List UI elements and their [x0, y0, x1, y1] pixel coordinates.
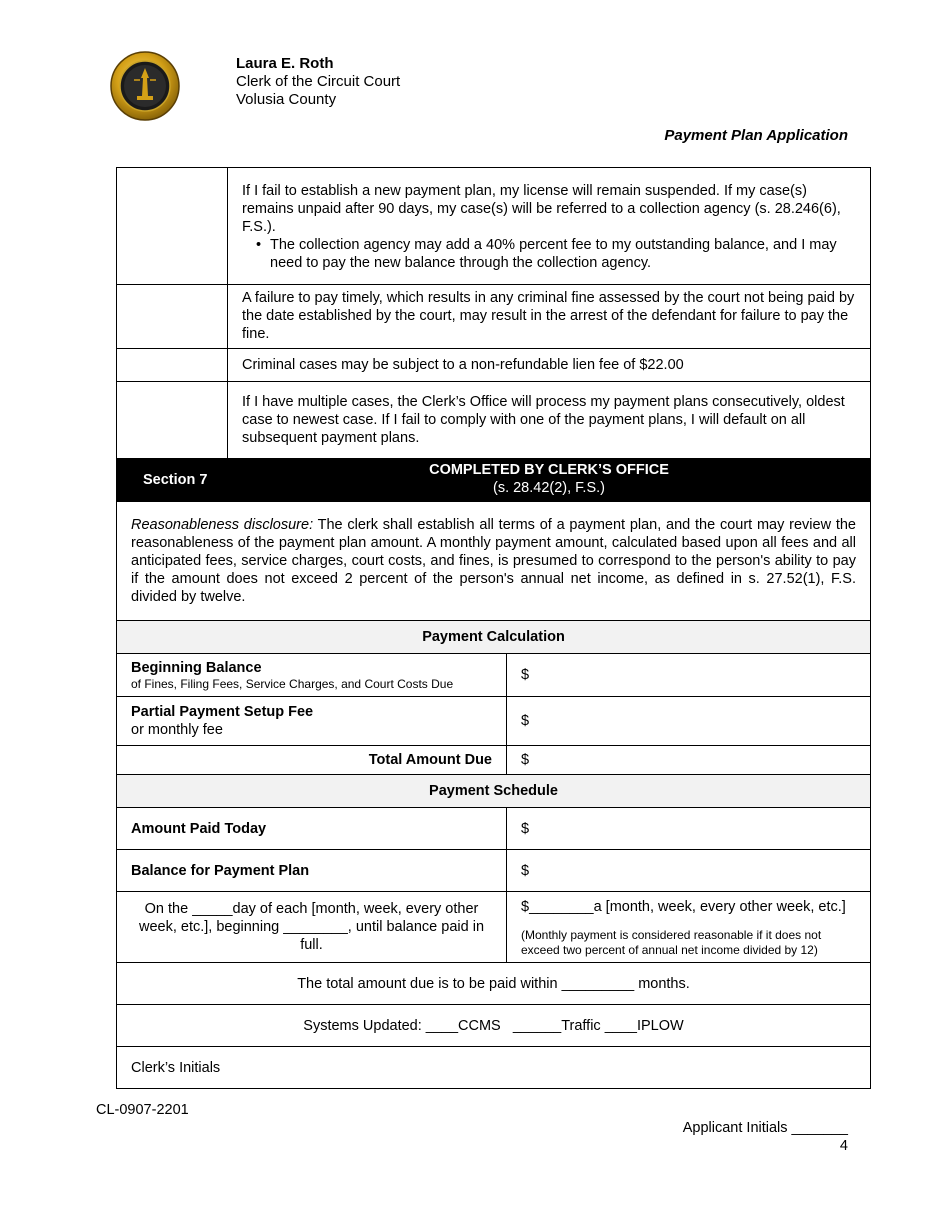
county-name: Volusia County [236, 91, 337, 108]
systems-updated[interactable]: Systems Updated: ____CCMS ______Traffic ____IPLOW [117, 1005, 871, 1047]
disclosure-cell [117, 502, 871, 621]
collection-notice-row [117, 168, 871, 285]
court-seal-icon [110, 50, 180, 122]
document-title: Payment Plan Application [664, 127, 848, 144]
terms-row [117, 892, 871, 963]
calculation-heading: Payment Calculation [117, 621, 871, 654]
collection-bullet-list [242, 236, 856, 272]
section7-label: Section 7 [117, 459, 228, 502]
payment-amount-note: (Monthly payment is considered reasonable if it does not exceed two percent of annual net income divided by 12) [521, 928, 822, 957]
clerk-title: Clerk of the Circuit Court [236, 73, 401, 90]
empty-cell [117, 168, 228, 285]
payment-amount-line[interactable]: $________a [month, week, every other week, etc.] [521, 899, 846, 915]
balance-plan-field[interactable]: $ [507, 850, 871, 892]
application-table [116, 167, 871, 1089]
section7-title: COMPLETED BY CLERK’S OFFICE [429, 462, 669, 478]
beginning-balance-row [117, 654, 871, 697]
section7-title-cell [228, 459, 871, 502]
collection-bullet: • The collection agency may add a 40% percent fee to my outstanding balance, and I may need to pay the new balance through the collection agency. [270, 236, 856, 272]
partial-fee-row [117, 697, 871, 746]
balance-plan-label: Balance for Payment Plan [131, 862, 310, 879]
total-within-row [117, 963, 871, 1005]
page-number: 4 [839, 1138, 848, 1154]
beginning-balance-label: Beginning Balance [131, 660, 262, 676]
failure-notice-row [117, 285, 871, 349]
multiple-notice: If I have multiple cases, the Clerk’s Office will process my payment plans consecutively, oldest case to newest case. If I fail to comply with one of the payment plans, I will default on all subsequent payment plans. [242, 394, 845, 446]
disclosure-row [117, 502, 871, 621]
lien-notice: Criminal cases may be subject to a non-refundable lien fee of $22.00 [242, 357, 684, 373]
beginning-balance-field[interactable]: $ [507, 654, 871, 697]
empty-cell [117, 382, 228, 459]
total-due-field[interactable]: $ [507, 746, 871, 775]
partial-fee-label: Partial Payment Setup Fee [131, 704, 314, 720]
clerk-initials[interactable]: Clerk’s Initials [117, 1047, 871, 1089]
schedule-heading: Payment Schedule [117, 775, 871, 808]
multiple-notice-row [117, 382, 871, 459]
paid-today-field[interactable]: $ [507, 808, 871, 850]
empty-cell [117, 285, 228, 349]
partial-fee-field[interactable]: $ [507, 697, 871, 746]
systems-row [117, 1005, 871, 1047]
paid-today-row [117, 808, 871, 850]
beginning-balance-sub: of Fines, Filing Fees, Service Charges, and Court Costs Due [131, 677, 454, 691]
form-code: CL-0907-2201 [96, 1102, 189, 1118]
calculation-heading-row [117, 621, 871, 654]
total-due-row [117, 746, 871, 775]
section7-header [117, 459, 871, 502]
total-due-label: Total Amount Due [368, 752, 492, 768]
paid-today-label: Amount Paid Today [131, 820, 267, 837]
clerk-name: Laura E. Roth [236, 55, 334, 72]
failure-notice: A failure to pay timely, which results in any criminal fine assessed by the court not being paid by the date established by the court, may result in the arrest of the defendant for failure to pay the fine. [242, 290, 855, 342]
balance-plan-row [117, 850, 871, 892]
lien-notice-row [117, 349, 871, 382]
disclosure-label: Reasonableness disclosure: [131, 517, 314, 533]
initials-row [117, 1047, 871, 1089]
partial-fee-sub: or monthly fee [131, 722, 223, 738]
header-block [236, 55, 400, 109]
section7-subtitle: (s. 28.42(2), F.S.) [492, 480, 605, 496]
empty-cell [117, 349, 228, 382]
collection-notice: If I fail to establish a new payment plan, my license will remain suspended. If my case(s) remains unpaid after 90 days, my case(s) will be referred to a collection agency (s. 28.246(6), F.S.). [242, 183, 841, 235]
schedule-heading-row [117, 775, 871, 808]
applicant-initials[interactable]: Applicant Initials _______ [682, 1120, 848, 1136]
disclosure-text: The clerk shall establish all terms of a payment plan, and the court may review the reasonableness of the payment plan amount. A monthly payment amount, calculated based upon all fees and all anticipated fees, service charges, court costs, and fines, is presumed to correspond to the person's ability to pay if the amount does not exceed 2 percent of the person's annual net income, as defined in s. 27.52(1), F.S. divided by twelve. [131, 517, 856, 605]
total-within[interactable]: The total amount due is to be paid within _________ months. [117, 963, 871, 1005]
payment-terms[interactable]: On the _____day of each [month, week, every other week, etc.], beginning ________, until balance paid in full. [117, 892, 507, 963]
